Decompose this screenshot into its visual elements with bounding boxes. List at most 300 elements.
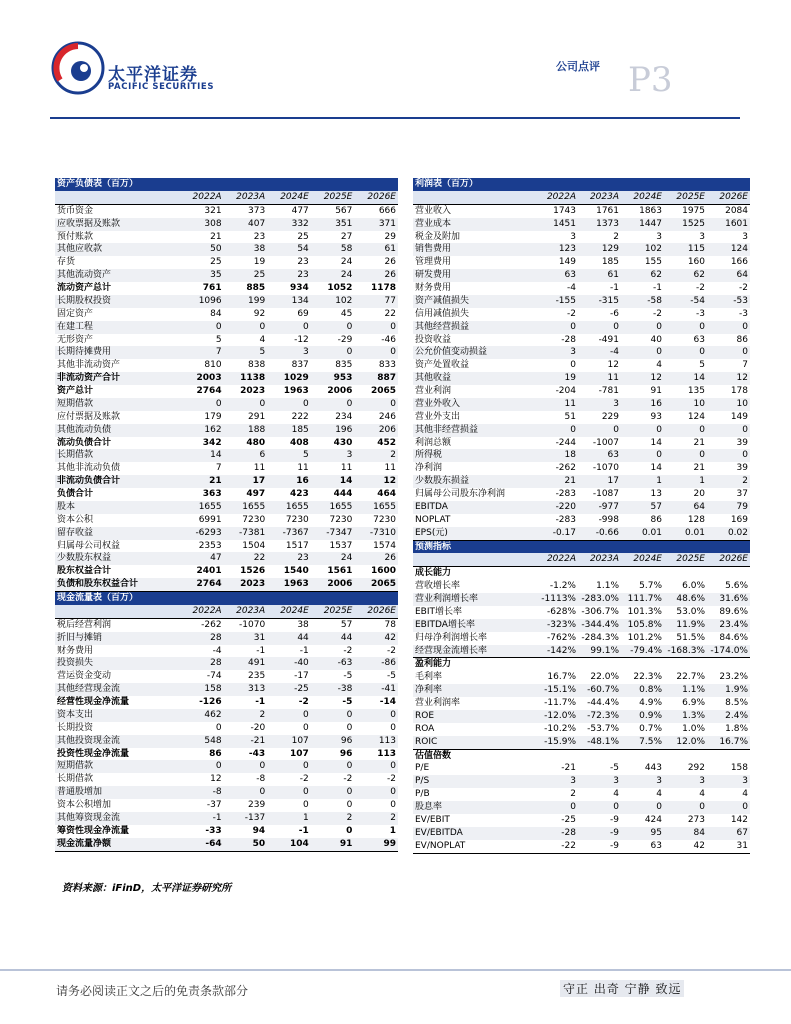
row-value: 42: [664, 840, 707, 853]
row-value: 21: [693, 463, 705, 474]
row-value: 13: [650, 489, 662, 499]
row-value: 96: [339, 748, 353, 759]
row-value: 235: [248, 671, 266, 682]
table-row: [55, 411, 398, 424]
table-row: [413, 775, 750, 788]
row-label: 营业成本: [413, 218, 535, 231]
row-value: 0: [354, 709, 398, 722]
row-value: 0: [346, 722, 353, 733]
table-row: [55, 709, 398, 722]
row-value: -137: [224, 812, 268, 825]
table-row: [55, 231, 398, 244]
year-header: 2026E: [354, 605, 398, 618]
row-label: 留存收益: [55, 527, 180, 540]
row-value: 444: [333, 489, 353, 499]
year-header: 2024E: [267, 605, 311, 618]
row-value: -2: [299, 774, 309, 785]
year-header: 2024E: [267, 191, 311, 204]
row-value: 11: [253, 463, 266, 474]
row-value: 408: [289, 437, 309, 448]
row-value: 24: [311, 269, 355, 282]
row-value: 885: [246, 283, 266, 293]
row-value: 4: [656, 360, 662, 371]
row-value: 0: [664, 801, 707, 814]
row-value: 104: [267, 838, 311, 851]
row-value: 199: [224, 295, 268, 308]
year-header: 2025E: [311, 191, 355, 204]
group-title: 估值倍数: [415, 750, 452, 761]
section-title: 预测指标: [413, 540, 750, 553]
row-value: 12: [707, 372, 750, 385]
row-label: 长期待摊费用: [55, 346, 180, 359]
row-value: -155: [535, 295, 578, 308]
row-value: 10: [707, 398, 750, 411]
row-value: 0.01: [664, 527, 707, 540]
table-row: [55, 449, 398, 462]
row-value: -79.4%: [621, 645, 664, 658]
row-value: 1655: [224, 501, 268, 514]
table-row: [413, 488, 750, 501]
row-value: 3: [535, 346, 578, 359]
row-label: 其他应收款: [55, 243, 180, 256]
row-value: 0: [303, 800, 309, 810]
row-value: -1070: [592, 463, 619, 474]
row-value: 84.6%: [719, 632, 748, 643]
table-row: [55, 334, 398, 347]
row-value: 5: [267, 449, 311, 462]
table-row: [413, 475, 750, 488]
row-value: -15.1%: [535, 684, 578, 697]
table-row: [413, 346, 750, 359]
row-value: -174.0%: [707, 645, 750, 658]
page-number: P3: [628, 60, 673, 100]
table-row: [413, 308, 750, 321]
row-value: 0: [535, 801, 578, 814]
row-value: 477: [291, 205, 309, 216]
row-value: -142%: [535, 645, 578, 658]
row-label: P/B: [415, 789, 430, 800]
row-value: 26: [354, 552, 398, 565]
row-value: 0: [664, 346, 707, 359]
row-value: 0: [621, 346, 664, 359]
row-label: 毛利率: [415, 672, 443, 683]
row-value: 0: [664, 321, 707, 334]
table-row: [413, 671, 750, 684]
row-value: 0: [180, 321, 224, 334]
row-value: 761: [202, 283, 222, 293]
row-value: 91: [311, 838, 355, 851]
row-value: 0.01: [621, 527, 664, 540]
row-label: 流动负债合计: [57, 437, 112, 448]
row-value: 162: [180, 424, 224, 437]
row-value: 4: [656, 789, 662, 800]
row-value: 135: [687, 386, 705, 396]
row-value: 1526: [240, 566, 266, 577]
table-row: [55, 308, 398, 321]
row-value: 7230: [373, 514, 396, 525]
table-row: [413, 424, 750, 437]
table-row: [55, 372, 398, 385]
row-value: -306.7%: [581, 606, 619, 617]
row-value: 371: [354, 218, 398, 231]
page-header: [0, 0, 791, 120]
row-value: 2065: [354, 578, 398, 591]
row-value: 10: [664, 398, 707, 411]
row-label: 固定资产: [57, 308, 94, 319]
row-value: 26: [354, 269, 398, 282]
table-row: [413, 204, 750, 217]
row-value: 1178: [370, 283, 396, 293]
year-header: 2022A: [180, 191, 224, 204]
company-motto: 守正 出奇 宁静 致远: [560, 980, 684, 997]
row-value: -2: [739, 283, 748, 293]
table-row: [55, 645, 398, 658]
row-value: 7230: [285, 514, 309, 525]
table-row: [413, 359, 750, 372]
table-row: [55, 346, 398, 359]
row-value: -12: [294, 334, 309, 345]
row-value: 3: [570, 231, 576, 242]
row-label: 公允价值变动损益: [413, 346, 535, 359]
row-value: 0: [224, 786, 268, 799]
row-value: -2: [343, 645, 353, 656]
row-value: 0: [707, 449, 750, 462]
row-label: 税后经营利润: [57, 619, 112, 630]
row-value: -2: [387, 774, 396, 785]
row-value: 42: [354, 632, 398, 645]
table-row: [55, 501, 398, 514]
row-value: 0: [535, 321, 578, 334]
table-row: [55, 385, 398, 398]
row-value: -781: [598, 386, 619, 396]
row-value: 158: [730, 763, 748, 774]
table-row: [55, 398, 398, 411]
row-label: 其他非流动负债: [57, 463, 121, 474]
row-label: 营业利润增长率: [413, 593, 535, 606]
row-value: 452: [377, 437, 396, 448]
row-value: -72.3%: [578, 710, 621, 723]
row-value: 123: [535, 243, 578, 256]
year-header: 2024E: [621, 191, 664, 204]
row-value: -54: [664, 295, 707, 308]
row-value: 62: [664, 269, 707, 282]
row-value: 2: [613, 231, 619, 242]
row-value: 142: [730, 814, 748, 825]
row-label: 财务费用: [57, 645, 94, 656]
row-value: -4: [212, 645, 222, 656]
table-row: [413, 697, 750, 710]
row-value: 1.1%: [596, 581, 619, 592]
row-label: 利润总额: [415, 437, 452, 448]
row-value: 0: [664, 424, 707, 437]
row-value: 4: [742, 789, 748, 800]
row-value: 29: [384, 231, 396, 242]
row-value: 6: [224, 449, 268, 462]
row-value: 2764: [180, 578, 224, 591]
row-value: 115: [664, 243, 707, 256]
row-value: 23: [253, 231, 266, 242]
row-value: -204: [555, 386, 576, 396]
row-value: 37: [736, 489, 748, 499]
table-row: [413, 723, 750, 736]
row-value: 2: [354, 449, 398, 462]
row-value: 7230: [242, 514, 266, 525]
year-header: 2022A: [535, 553, 578, 566]
row-value: 64: [707, 269, 750, 282]
row-value: 1138: [224, 372, 268, 385]
row-value: 2764: [196, 386, 222, 396]
row-label: 营业利润率: [415, 698, 461, 708]
row-value: -60.7%: [578, 684, 621, 697]
row-value: 14: [664, 372, 707, 385]
section-title: 利润表（百万）: [413, 178, 750, 191]
table-row: [413, 321, 750, 334]
table-row: [413, 762, 750, 775]
row-label: 流动资产总计: [57, 283, 112, 293]
row-value: 124: [687, 411, 705, 422]
table-row: [413, 736, 750, 749]
row-value: 96: [311, 735, 355, 748]
row-value: 69: [297, 308, 309, 319]
row-value: 0: [354, 321, 398, 334]
row-value: 0: [570, 360, 576, 371]
row-value: 67: [707, 827, 750, 840]
row-value: 3: [621, 775, 664, 788]
row-value: 0: [267, 760, 311, 773]
row-value: -3: [739, 308, 748, 319]
row-value: 0: [354, 760, 398, 773]
row-value: -28: [561, 334, 576, 345]
table-row: [55, 786, 398, 799]
row-value: 1743: [553, 205, 576, 216]
table-row: [413, 501, 750, 514]
row-value: 51: [564, 411, 576, 422]
table-row: [413, 840, 750, 853]
row-value: 6991: [198, 514, 222, 525]
row-value: 838: [248, 360, 266, 371]
row-label: P/E: [415, 763, 430, 774]
row-value: -53.7%: [587, 723, 619, 734]
row-label: ROE: [413, 710, 535, 723]
row-label: 折旧与摊销: [55, 632, 180, 645]
row-value: 2084: [725, 205, 748, 216]
row-value: 1.9%: [707, 684, 750, 697]
row-value: 14: [311, 475, 355, 488]
row-value: 99.1%: [578, 645, 621, 658]
row-value: 2065: [370, 386, 396, 396]
income-section-header: [413, 178, 750, 191]
row-value: 0: [224, 760, 268, 773]
row-value: 3: [535, 775, 578, 788]
row-value: 25: [210, 257, 222, 268]
row-label: 投资收益: [415, 334, 452, 345]
row-value: 2353: [198, 540, 222, 551]
row-value: -126: [199, 697, 222, 707]
row-value: 0: [224, 398, 268, 411]
row-label: 无形资产: [57, 334, 94, 345]
row-value: 22.0%: [590, 672, 619, 683]
row-value: 134: [267, 295, 311, 308]
row-value: -1070: [239, 619, 266, 630]
row-label: 信用减值损失: [415, 308, 470, 319]
row-value: 92: [253, 308, 266, 319]
table-row: [413, 619, 750, 632]
row-value: 0.8%: [621, 684, 664, 697]
row-value: 113: [354, 735, 398, 748]
row-value: 51.5%: [676, 632, 705, 643]
row-value: 93: [650, 411, 662, 422]
row-value: 28: [180, 657, 224, 670]
row-label: 资产处置收益: [415, 360, 470, 371]
company-logo-icon: [50, 40, 106, 96]
table-row: [413, 218, 750, 231]
row-value: 23.4%: [707, 619, 750, 632]
table-row: [413, 411, 750, 424]
row-label: EBIT增长率: [415, 606, 463, 617]
row-value: -48.1%: [578, 736, 621, 749]
row-label: 净利润: [415, 463, 443, 474]
company-name-cn: 太平洋证券: [108, 65, 198, 85]
row-label: 长期股权投资: [55, 295, 180, 308]
row-label: 现金流量净额: [55, 838, 180, 851]
row-value: 0: [578, 801, 621, 814]
row-label: 长期借款: [57, 774, 94, 785]
row-label: 资本公积增加: [57, 800, 112, 810]
row-value: -977: [578, 501, 621, 514]
section-title: 现金流量表（百万）: [55, 592, 398, 605]
disclaimer-text: 请务必阅读正文之后的免责条款部分: [56, 984, 249, 998]
row-value: 548: [180, 735, 224, 748]
row-value: 111.7%: [621, 593, 664, 606]
row-value: 1.3%: [664, 710, 707, 723]
row-label: 存货: [57, 257, 76, 268]
row-value: 1: [267, 812, 311, 825]
row-label: EV/EBITDA: [413, 827, 535, 840]
row-value: 0: [346, 825, 353, 836]
row-label: 营运资金变动: [57, 671, 112, 682]
row-value: 178: [730, 386, 748, 396]
row-value: 21: [535, 475, 578, 488]
table-row: [55, 437, 398, 450]
table-row: [55, 632, 398, 645]
row-label: 归属母公司股东净利润: [415, 489, 506, 499]
row-value: 1761: [596, 205, 619, 216]
row-value: -5: [610, 763, 619, 774]
table-row: [55, 657, 398, 670]
table-row: [55, 269, 398, 282]
row-value: 95: [621, 827, 664, 840]
year-header: 2023A: [578, 191, 621, 204]
row-value: 6.0%: [682, 581, 705, 592]
row-value: -15.9%: [535, 736, 578, 749]
row-value: 0: [390, 800, 396, 810]
row-value: 40: [650, 334, 662, 345]
table-row: [55, 722, 398, 735]
row-label: 财务费用: [415, 283, 452, 293]
row-label: 营业利润: [415, 386, 452, 396]
row-value: 0: [346, 800, 353, 810]
row-value: 16.7%: [707, 736, 750, 749]
table-row: [55, 670, 398, 683]
row-value: 86: [736, 334, 748, 345]
row-value: -53: [707, 295, 750, 308]
table-row: [55, 295, 398, 308]
row-value: 21: [180, 475, 224, 488]
row-value: 7230: [329, 514, 353, 525]
row-value: 1863: [639, 205, 662, 216]
row-value: 1096: [180, 295, 224, 308]
row-value: 0: [267, 709, 311, 722]
row-value: 0: [311, 760, 355, 773]
row-value: -5: [342, 697, 353, 707]
table-row: [55, 812, 398, 825]
row-label: 营业收入: [415, 205, 452, 216]
row-value: 0: [311, 786, 355, 799]
row-value: 810: [204, 360, 222, 371]
row-value: 11: [578, 372, 621, 385]
row-value: -12.0%: [535, 710, 578, 723]
row-label: 其他经营损益: [413, 321, 535, 334]
year-header-row: [413, 553, 750, 566]
row-value: 0: [390, 722, 396, 733]
row-value: 11: [340, 463, 353, 474]
row-value: -0.17: [535, 527, 578, 540]
year-header-blank: [55, 191, 180, 204]
row-value: -2: [696, 283, 705, 293]
row-value: 443: [644, 763, 662, 774]
row-value: 19: [253, 257, 266, 268]
row-value: 1537: [329, 540, 353, 551]
row-label: 少数股东损益: [413, 475, 535, 488]
table-row: [413, 632, 750, 645]
row-value: 23: [267, 552, 311, 565]
table-row: [55, 424, 398, 437]
row-value: 0: [311, 321, 355, 334]
row-value: 61: [354, 243, 398, 256]
row-value: 57: [621, 501, 664, 514]
table-row: [55, 578, 398, 591]
row-value: 91: [650, 386, 662, 396]
row-value: 0: [707, 346, 750, 359]
row-value: 50: [180, 243, 224, 256]
row-value: 84: [664, 827, 707, 840]
row-value: -262: [555, 463, 576, 474]
row-label: 负债合计: [57, 489, 94, 499]
row-value: 107: [267, 735, 311, 748]
row-value: 101.2%: [627, 632, 662, 643]
row-value: 16: [267, 475, 311, 488]
row-value: 155: [644, 257, 662, 268]
row-value: 39: [736, 463, 748, 474]
table-row: [55, 514, 398, 527]
table-row: [55, 256, 398, 269]
group-title: 成长能力: [415, 568, 452, 579]
table-row: [413, 256, 750, 269]
row-value: 1.8%: [725, 723, 748, 734]
row-value: 480: [246, 437, 266, 448]
table-row: [55, 527, 398, 540]
row-value: -8: [256, 774, 266, 785]
row-label: 资产减值损失: [413, 295, 535, 308]
company-name-en: PACIFIC SECURITIES: [108, 82, 215, 92]
row-value: -1: [610, 283, 619, 293]
row-label: 归母净利润增长率: [415, 632, 488, 643]
row-value: 179: [204, 411, 222, 422]
row-value: 3: [699, 231, 705, 242]
row-value: 313: [224, 683, 268, 696]
row-value: -3: [696, 308, 705, 319]
year-header-blank: [55, 605, 180, 618]
